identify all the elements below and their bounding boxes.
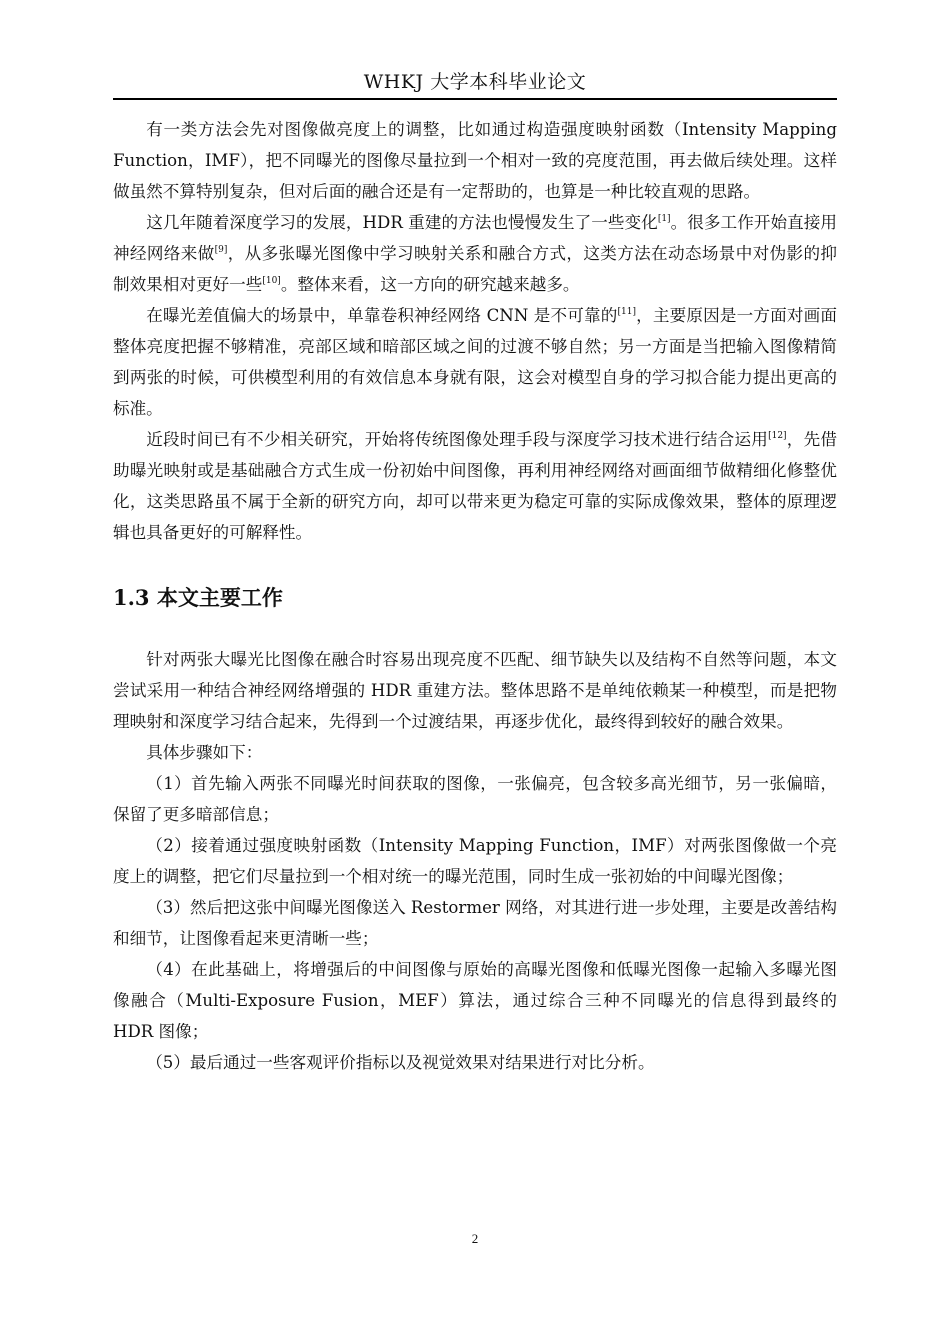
paragraph-text: 近段时间已有不少相关研究，开始将传统图像处理手段与深度学习技术进行结合运用	[146, 430, 769, 449]
citation-marker: [12]	[768, 431, 787, 441]
work-paragraph-1	[113, 644, 837, 737]
paragraph-text: ，先借助曝光映射或是基础融合方式生成一份初始中间图像，再利用神经网络对画面细节做精细化修整优化，这类思路虽不属于全新的研究方向，却可以带来更为稳定可靠的实际成像效果，整体的原理逻辑也具备更好的可解释性。	[113, 430, 838, 542]
page-body	[113, 114, 837, 1078]
paragraph-text: 有一类方法会先对图像做亮度上的调整，比如通过构造强度映射函数（Intensity Mapping Function，IMF），把不同曝光的图像尽量拉到一个相对一致的亮度范围，再去做后续处理。这样做虽然不算特别复杂，但对后面的融合还是有一定帮助的，也算是一种比较直观的思路。	[113, 120, 837, 201]
work-paragraph-7	[113, 1047, 837, 1078]
paragraph-text: （2）接着通过强度映射函数（Intensity Mapping Function，IMF）对两张图像做一个亮度上的调整，把它们尽量拉到一个相对统一的曝光范围，同时生成一张初始的中间曝光图像；	[113, 836, 837, 886]
citation-marker: [9]	[214, 245, 228, 255]
work-paragraph-6	[113, 954, 837, 1047]
work-paragraph-5	[113, 892, 837, 954]
paragraph-2	[113, 207, 837, 300]
paragraph-text: 具体步骤如下：	[146, 743, 263, 762]
paragraph-3	[113, 300, 837, 424]
paragraph-text: （4）在此基础上，将增强后的中间图像与原始的高曝光图像和低曝光图像一起输入多曝光图像融合（Multi-Exposure Fusion，MEF）算法，通过综合三种不同曝光的信息得到最终的 HDR 图像；	[113, 960, 837, 1041]
paragraph-text: 这几年随着深度学习的发展，HDR 重建的方法也慢慢发生了一些变化	[146, 213, 658, 232]
citation-marker: [10]	[262, 276, 281, 286]
paragraph-text: （5）最后通过一些客观评价指标以及视觉效果对结果进行对比分析。	[146, 1053, 655, 1072]
body-paragraphs-after	[113, 644, 837, 1078]
paragraph-1	[113, 114, 837, 207]
section-heading: 1.3 本文主要工作	[113, 585, 283, 610]
paragraph-text: （3）然后把这张中间曝光图像送入 Restormer 网络，对其进行进一步处理，主要是改善结构和细节，让图像看起来更清晰一些；	[113, 898, 837, 948]
paragraph-text: 针对两张大曝光比图像在融合时容易出现亮度不匹配、细节缺失以及结构不自然等问题，本文尝试采用一种结合神经网络增强的 HDR 重建方法。整体思路不是单纯依赖某一种模型，而是把物理映射和深度学习结合起来，先得到一个过渡结果，再逐步优化，最终得到较好的融合效果。	[113, 650, 837, 731]
body-paragraphs-before	[113, 114, 837, 548]
paragraph-text: 在曝光差值偏大的场景中，单靠卷积神经网络 CNN 是不可靠的	[146, 306, 618, 325]
paragraph-text: ，主要原因是一方面对画面整体亮度把握不够精准，亮部区域和暗部区域之间的过渡不够自然；另一方面是当把输入图像精简到两张的时候，可供模型利用的有效信息本身就有限，这会对模型自身的学习拟合能力提出更高的标准。	[113, 306, 837, 418]
page-footer	[0, 1230, 950, 1248]
citation-marker: [11]	[617, 307, 636, 317]
paragraph-text: ，从多张曝光图像中学习映射关系和融合方式，这类方法在动态场景中对伪影的抑制效果相对更好一些	[113, 244, 838, 294]
paragraph-text: 。很多工作开始直接用神经网络来做	[113, 213, 838, 263]
work-paragraph-3	[113, 768, 837, 830]
paragraph-text: （1）首先输入两张不同曝光时间获取的图像，一张偏亮，包含较多高光细节，另一张偏暗，保留了更多暗部信息；	[113, 774, 837, 824]
page-header	[113, 66, 837, 100]
work-paragraph-2	[113, 737, 837, 768]
page-number: 2	[471, 1231, 479, 1246]
paragraph-text: 。整体来看，这一方向的研究越来越多。	[280, 275, 580, 294]
work-paragraph-4	[113, 830, 837, 892]
citation-marker: [1]	[657, 214, 671, 224]
header-title: WHKJ 大学本科毕业论文	[363, 71, 587, 93]
paragraph-4	[113, 424, 837, 548]
